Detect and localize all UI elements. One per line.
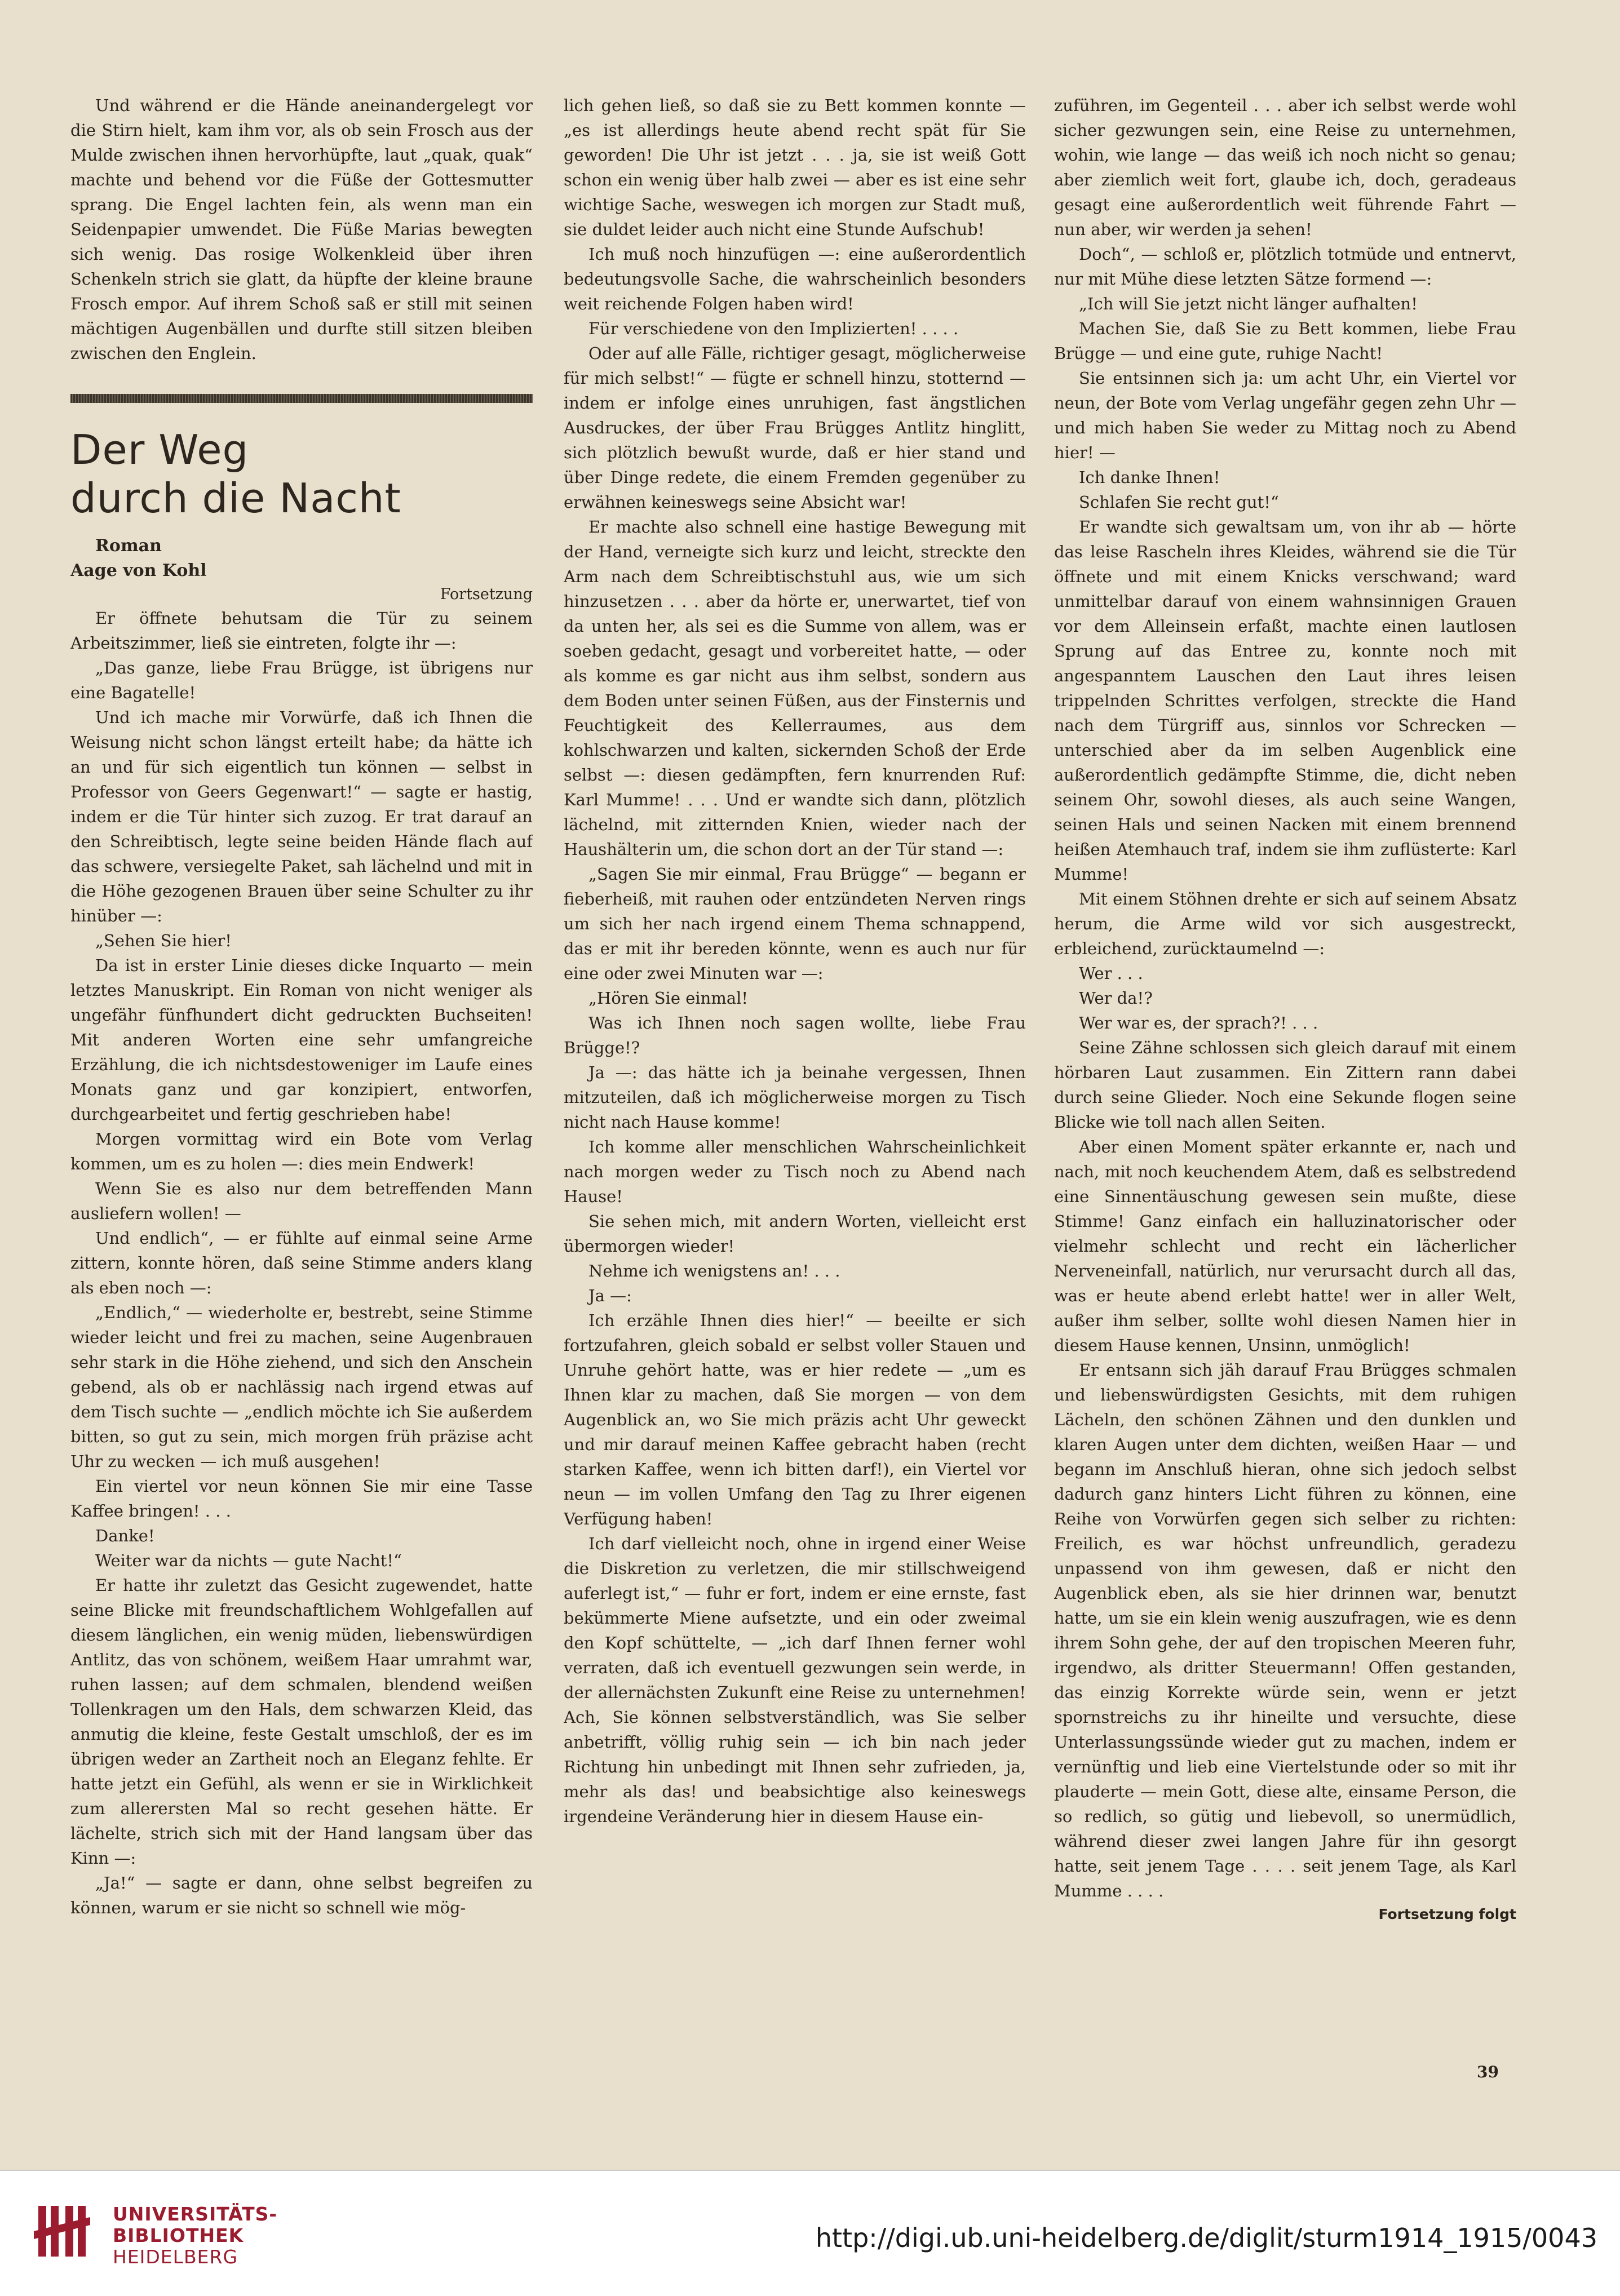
library-name-line-3: HEIDELBERG xyxy=(113,2246,238,2268)
intro-paragraph: Und während er die Hände aneinandergelegt vor die Stirn hielt, kam ihm vor, als ob sein Frosch aus der Mulde zwischen ihnen hervorhüpfte, laut „quak, quak“ machte und behend vor die Füße der Gottesmutter sprang. Die Engel lachten fein, als wenn man ein Seidenpapier umwendet. Die Füße Marias bewegten sich wenig. Das rosige Wolkenkleid über ihren Schenkeln strich sie glatt, da hüpfte der kleine braune Frosch empor. Auf ihrem Schoß saß er still mit seinen mächtigen Augenbällen und durfte still sitzen bleiben zwischen den Englein. xyxy=(70,96,533,363)
col2-paragraph: lich gehen ließ, so daß sie zu Bett kommen konnte — „es ist allerdings heute abend recht spät für Sie geworden! Die Uhr ist jetzt . . . ja, sie ist weiß Gott schon ein wenig über halb zwei — aber es ist eine sehr wichtige Sache, weswegen ich morgen zur Stadt muß, sie duldet leider auch nicht eine Stunde Aufschub! xyxy=(564,96,1026,239)
text-column-2 xyxy=(564,93,1026,2065)
col3-paragraph: Er wandte sich gewaltsam um, von ihr ab — hörte das leise Rascheln ihres Kleides, während sie die Tür öffnete und mit einem Knicks verschwand; ward unmittelbar darauf von einem wahnsinnigen Grauen vor dem Alleinsein erfaßt, machte einen lautlosen Sprung auf das Entree zu, konnte noch mit angespanntem Lauschen den Laut ihres leisen trippelnden Schrittes verfolgen, streckte die Hand nach dem Türgriff aus, sinnlos vor Schrecken — unterschied aber da im selben Augenblick eine außerordentlich gedämpfte Stimme, die, dicht neben seinem Ohr, sowohl dieses, als auch seine Wangen, seinen Hals und seinen Nacken mit einem brennend heißen Atemhauch traf, indem sie ihm zuflüsterte: Karl Mumme! xyxy=(1054,517,1516,884)
col1-paragraph: Wenn Sie es also nur dem betreffenden Mann ausliefern wollen! — xyxy=(70,1179,533,1223)
col2-paragraph: Was ich Ihnen noch sagen wollte, liebe Frau Brügge!? xyxy=(564,1013,1026,1057)
col1-paragraph: „Ja!“ — sagte er dann, ohne selbst begreifen zu können, warum er sie nicht so schnell wie mög- xyxy=(70,1873,533,1917)
genre-label: Roman xyxy=(95,536,162,556)
col3-paragraph: Machen Sie, daß Sie zu Bett kommen, liebe Frau Brügge — und eine gute, ruhige Nacht! xyxy=(1054,319,1516,363)
column-2-body xyxy=(564,93,1026,1829)
continued-label: Fortsetzung xyxy=(440,586,533,603)
col3-paragraph: Seine Zähne schlossen sich gleich darauf mit einem hörbaren Laut zusammen. Ein Zittern rann dabei durch seine Glieder. Noch eine Sekunde flogen seine Blicke wie toll nach allen Seiten. xyxy=(1054,1038,1516,1132)
col1-paragraph: Morgen vormittag wird ein Bote vom Verlag kommen, um es zu holen —: dies mein Endwerk! xyxy=(70,1129,533,1173)
library-name[interactable] xyxy=(113,2204,277,2268)
column-1-body xyxy=(70,606,533,1920)
col2-paragraph: „Sagen Sie mir einmal, Frau Brügge“ — begann er fieberheiß, mit rauhen oder entzündeten Nerven rings um sich her nach irgend einem Thema schnappend, das er mit ihr bereden könnte, wenn es auch nur für eine oder zwei Minuten war —: xyxy=(564,865,1026,983)
col2-paragraph: Ja —: das hätte ich ja beinahe vergessen, Ihnen mitzuteilen, daß ich möglicherweise morgen zu Tisch nicht nach Hause komme! xyxy=(564,1063,1026,1132)
col3-paragraph: „Ich will Sie jetzt nicht länger aufhalten! xyxy=(1079,294,1418,313)
continuation-note: Fortsetzung folgt xyxy=(1378,1906,1516,1922)
library-name-line-2: BIBLIOTHEK xyxy=(113,2224,244,2246)
col3-paragraph: Aber einen Moment später erkannte er, nach und nach, mit noch keuchendem Atem, daß es selbstredend eine Sinnentäuschung gewesen sein mußte, diese Stimme! Ganz einfach ein halluzinatorischer oder vielmehr schlecht und recht ein lächerlicher Nerveneinfall, natürlich, nur verursacht durch all das, was er heute abend erlebt hatte! wer in aller Welt, außer ihm selber, sollte wohl diesen Namen hier in diesem Hause kennen, Unsinn, unmöglich! xyxy=(1054,1137,1516,1355)
col1-paragraph: „Das ganze, liebe Frau Brügge, ist übrigens nur eine Bagatelle! xyxy=(70,658,533,702)
continuation-note-line xyxy=(1054,1903,1516,1926)
text-column-1 xyxy=(70,93,533,2065)
document-url[interactable]: http://digi.ub.uni-heidelberg.de/diglit/sturm1914_1915/0043 xyxy=(815,2223,1597,2253)
col2-paragraph: „Hören Sie einmal! xyxy=(588,989,749,1008)
col2-paragraph: Er machte also schnell eine hastige Bewegung mit der Hand, verneigte sich kurz und leicht, streckte den Arm nach dem Schreibtischstuhl aus, wie um sich hinzusetzen . . . aber da hörte er, unerwartet, tief von da unten her, als sei es die Summe von allem, was er soeben gedacht, gesagt und vorbereitet hatte, — oder als komme es gar nicht aus ihm selbst, sondern aus dem Boden unter seinen Füßen, aus der Finsternis und Feuchtigkeit des Kellerraumes, aus dem kohlschwarzen und kalten, sickernden Schoß der Erde selbst —: diesen gedämpften, fern knurrenden Ruf: Karl Mumme! . . . Und er wandte sich dann, plötzlich lächelnd, mit zitternden Knien, wieder nach der Haushälterin um, die schon dort an der Tür stand —: xyxy=(564,517,1026,859)
author-name: Aage von Kohl xyxy=(70,561,207,580)
col3-paragraph: Mit einem Stöhnen drehte er sich auf seinem Absatz herum, die Arme wild vor sich ausgestreckt, erbleichend, zurücktaumelnd —: xyxy=(1054,889,1516,958)
col1-paragraph: Danke! xyxy=(95,1526,155,1545)
col2-paragraph: Nehme ich wenigstens an! . . . xyxy=(588,1261,840,1280)
col3-paragraph: Doch“, — schloß er, plötzlich totmüde und entnervt, nur mit Mühe diese letzten Sätze formend —: xyxy=(1054,245,1516,289)
col3-paragraph: Schlafen Sie recht gut!“ xyxy=(1079,493,1279,512)
col3-paragraph: zuführen, im Gegenteil . . . aber ich selbst werde wohl sicher gezwungen sein, eine Reise zu unternehmen, wohin, wie lange — das weiß ich noch nicht so genau; aber ziemlich weit fort, glaube ich, doch, geradeaus gesagt eine außerordentlich weit führende Fahrt — nun aber, wir werden ja sehen! xyxy=(1054,96,1516,239)
col1-paragraph: Ein viertel vor neun können Sie mir eine Tasse Kaffee bringen! . . . xyxy=(70,1477,533,1521)
article-title xyxy=(70,425,533,522)
column-3-body xyxy=(1054,93,1516,1903)
col1-paragraph: Und ich mache mir Vorwürfe, daß ich Ihnen die Weisung nicht schon längst erteilt habe; da hätte ich an und für sich eigentlich tun können — selbst in Professor von Geers Gegenwart!“ — sagte er hastig, indem er die Tür hinter sich zuzog. Er trat darauf an den Schreibtisch, legte seine beiden Hände flach auf das schwere, versiegelte Paket, sah lächelnd und mit in die Höhe gezogenen Brauen über seine Schulter zu ihr hinüber —: xyxy=(70,708,533,925)
col2-paragraph: Ich darf vielleicht noch, ohne in irgend einer Weise die Diskretion zu verletzen, die mir stillschweigend auferlegt ist,“ — fuhr er fort, indem er eine ernste, fast bekümmerte Miene aufsetzte, und ein oder zweimal den Kopf schüttelte, — „ich darf Ihnen ferner wohl verraten, daß ich eventuell gezwungen sein werde, in der allernächsten Zukunft eine Reise zu unternehmen! Ach, Sie können selbstverständlich, was Sie selber anbetrifft, völlig ruhig sein — ich bin nach jeder Richtung hin unbedingt mit Ihnen sehr zufrieden, ja, mehr als das! und beabsichtige also keineswegs irgendeine Veränderung hier in diesem Hause ein- xyxy=(564,1534,1026,1826)
col3-paragraph: Ich danke Ihnen! xyxy=(1079,468,1220,487)
col1-paragraph: Er öffnete behutsam die Tür zu seinem Arbeitszimmer, ließ sie eintreten, folgte ihr —: xyxy=(70,609,533,653)
col2-paragraph: Für verschiedene von den Implizierten! . . . . xyxy=(588,319,959,338)
col3-paragraph: Wer . . . xyxy=(1079,964,1143,983)
col2-paragraph: Oder auf alle Fälle, richtiger gesagt, möglicherweise für mich selbst!“ — fügte er schnell hinzu, stotternd — indem er infolge eines unruhigen, fast ängstlichen Ausdruckes, der über Frau Brügges Antlitz hinglitt, sich plötzlich bewußt wurde, daß er hier stand und über Dinge redete, die einem Fremden gegenüber zu erwähnen keineswegs seine Absicht war! xyxy=(564,344,1026,512)
col3-paragraph: Sie entsinnen sich ja: um acht Uhr, ein Viertel vor neun, der Bote vom Verlag ungefähr gegen zehn Uhr — und mich haben Sie weder zu Mittag noch zu Abend hier! — xyxy=(1054,369,1516,462)
university-seal-icon xyxy=(34,2200,90,2262)
col1-paragraph: Und endlich“, — er fühlte auf einmal seine Arme zittern, konnte hören, daß seine Stimme anders klang als eben noch —: xyxy=(70,1229,533,1297)
col2-paragraph: Ich komme aller menschlichen Wahrscheinlichkeit nach morgen weder zu Tisch noch zu Abend nach Hause! xyxy=(564,1137,1026,1206)
col1-paragraph: Er hatte ihr zuletzt das Gesicht zugewendet, hatte seine Blicke mit freundschaftlichem Wohlgefallen auf diesem länglichen, ein wenig müden, liebenswürdigen Antlitz, das von schönem, weißem Haar umrahmt war, ruhen lassen; auf dem schmalen, blendend weißen Tollenkragen um den Hals, dem schwarzen Kleid, das anmutig die kleine, feste Gestalt umschloß, der es im übrigen weder an Zartheit noch an Eleganz fehlte. Er hatte jetzt ein Gefühl, als wenn er sie in Wirklichkeit zum allerersten Mal so recht gesehen hätte. Er lächelte, strich sich mit der Hand langsam über das Kinn —: xyxy=(70,1576,533,1868)
section-divider xyxy=(70,394,533,403)
col2-paragraph: Ich muß noch hinzufügen —: eine außerordentlich bedeutungsvolle Sache, die wahrscheinlich besonders weit reichende Folgen haben wird! xyxy=(564,245,1026,313)
title-line-1: Der Weg xyxy=(70,426,249,473)
col1-paragraph: Weiter war da nichts — gute Nacht!“ xyxy=(95,1551,402,1570)
title-line-2: durch die Nacht xyxy=(70,475,401,522)
col2-paragraph: Sie sehen mich, mit andern Worten, vielleicht erst übermorgen wieder! xyxy=(564,1212,1026,1256)
text-column-3 xyxy=(1054,93,1516,2065)
library-name-line-1: UNIVERSITÄTS- xyxy=(113,2203,278,2225)
col2-paragraph: Ja —: xyxy=(588,1286,632,1305)
col1-paragraph: „Endlich,“ — wiederholte er, bestrebt, seine Stimme wieder leicht und frei zu machen, seine Augenbrauen sehr stark in die Höhe ziehend, und sich den Anschein gebend, als ob er nachlässig nach irgend etwas auf dem Tisch suchte — „endlich möchte ich Sie außerdem bitten, so gut zu sein, mich morgen früh präzise acht Uhr zu wecken — ich muß ausgehen! xyxy=(70,1303,533,1471)
col3-paragraph: Er entsann sich jäh darauf Frau Brügges schmalen und liebenswürdigsten Gesichts, mit dem ruhigen Lächeln, den schönen Zähnen und den dunklen und klaren Augen unter dem dichten, weißen Haar — und begann im Anschluß hieran, ohne sich jedoch selbst dadurch ganz hinters Licht führen zu können, eine Reihe von Vorwürfen gegen sich selber zu richten: Freilich, es war höchst unfreundlich, geradezu unpassend von ihm gewesen, daß er nicht den Augenblick eben, als sie hier drinnen war, benutzt hatte, um sie ein klein wenig auszufragen, wie es denn ihrem Sohn gehe, der auf den tropischen Meeren fuhr, irgendwo, als dritter Steuermann! Offen gestanden, das einzig Korrekte würde sein, wenn er jetzt spornstreichs zu ihr hineilte und versuchte, diese Unterlassungssünde wieder gut zu machen, indem er vernünftig und lieb eine Viertelstunde oder so mit ihr plauderte — mein Gott, diese alte, einsame Person, die so redlich, so gütig und liebevoll, so unermüdlich, während dieser zwei langen Jahre für ihn gesorgt hatte, seit jenem Tage . . . . seit jenem Tage, als Karl Mumme . . . . xyxy=(1054,1360,1516,1900)
col1-paragraph: Da ist in erster Linie dieses dicke Inquarto — mein letztes Manuskript. Ein Roman von nicht weniger als ungefähr fünfhundert dicht gedruckten Buchseiten! Mit anderen Worten eine sehr umfangreiche Erzählung, die ich nichtsdestoweniger im Laufe eines Monats ganz und gar konzipiert, entworfen, durchgearbeitet und fertig geschrieben habe! xyxy=(70,956,533,1124)
col2-paragraph: Ich erzähle Ihnen dies hier!“ — beeilte er sich fortzufahren, gleich sobald er selbst voller Stauen und Unruhe gehört hatte, was er hier redete — „um es Ihnen klar zu machen, daß Sie morgen — von dem Augenblick an, wo Sie mich präzis acht Uhr geweckt und mir darauf meinen Kaffee gebracht haben (recht starken Kaffee, wenn ich bitten darf!), ein Viertel vor neun — im vollen Umfang den Tag zu Ihrer eigenen Verfügung haben! xyxy=(564,1311,1026,1528)
col3-paragraph: Wer da!? xyxy=(1079,989,1153,1008)
col3-paragraph: Wer war es, der sprach?! . . . xyxy=(1079,1013,1318,1032)
page-number: 39 xyxy=(1477,2063,1499,2081)
viewer-footer xyxy=(0,2170,1620,2296)
col1-paragraph: „Sehen Sie hier! xyxy=(95,931,232,950)
